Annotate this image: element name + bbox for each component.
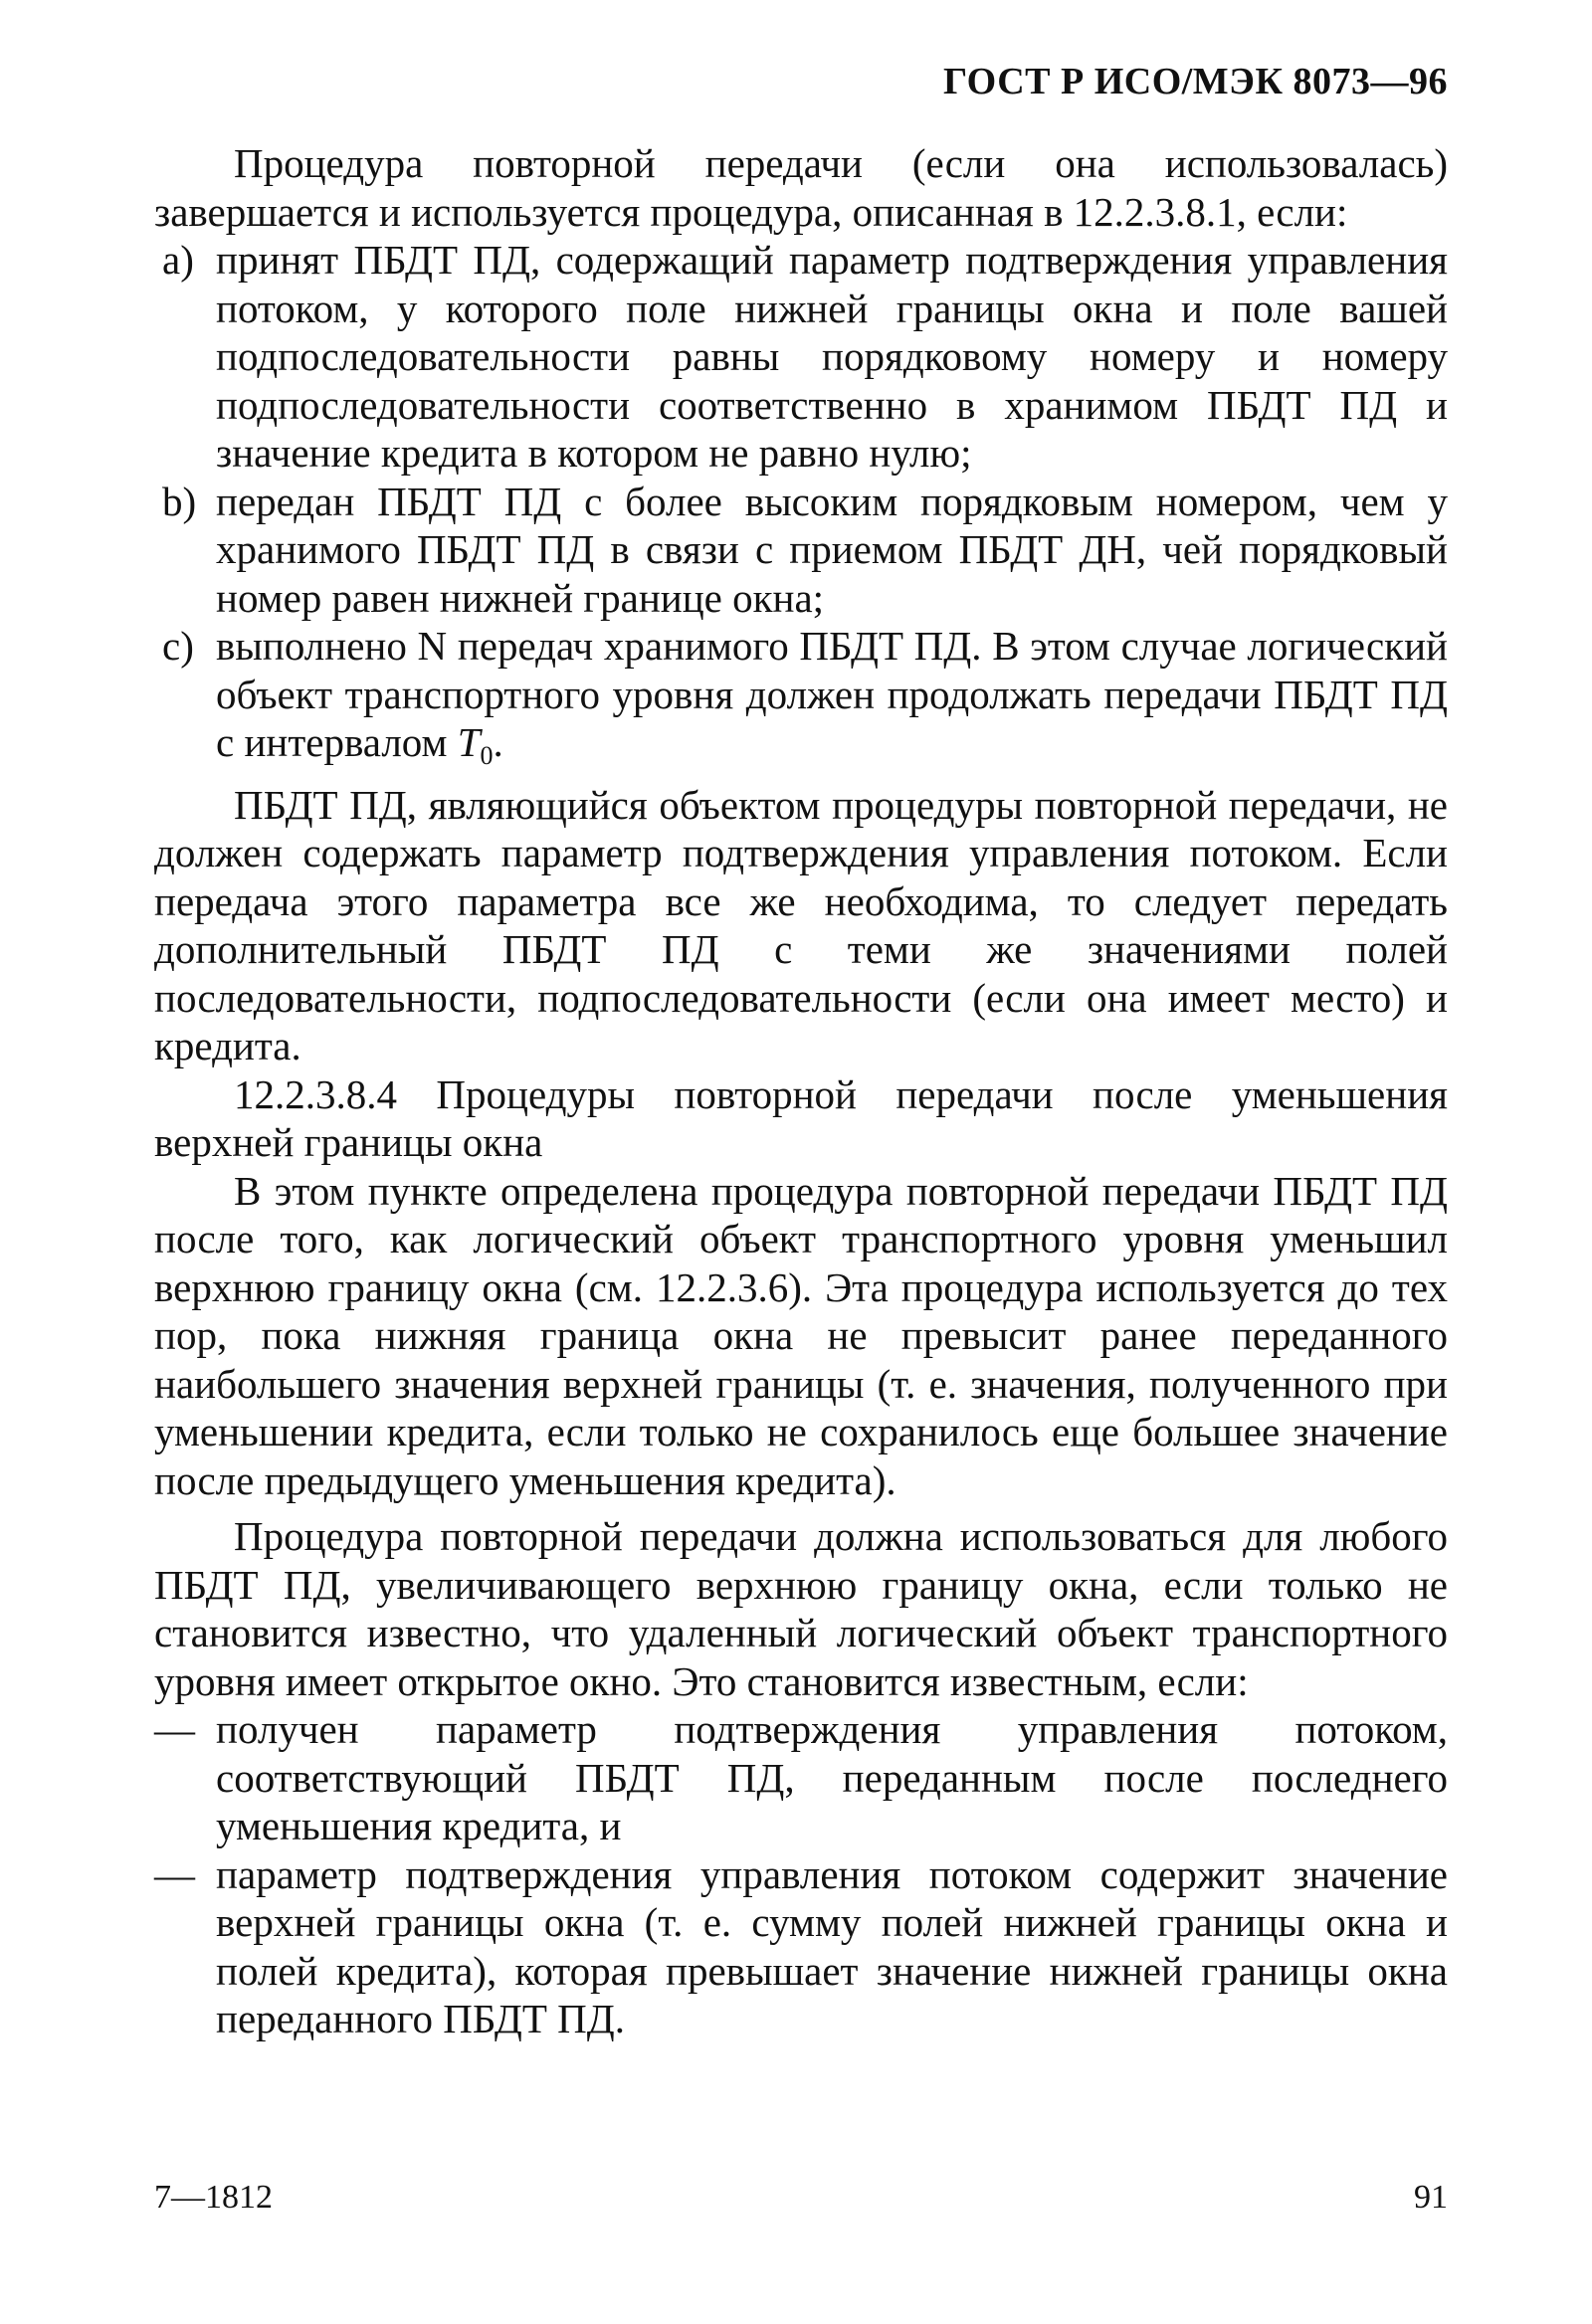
document-body — [154, 139, 1448, 2043]
list-item-c — [154, 622, 1448, 781]
list-item-a — [154, 236, 1448, 478]
page-number: 91 — [1414, 2179, 1448, 2216]
dash-marker: — — [154, 1706, 195, 1752]
dash-item-1 — [154, 1705, 1448, 1850]
dash-item-text: параметр подтверждения управления потоком содержит значение верхней границы окна (т. е. сумму полей нижней границы окна и полей кредита), которая превышает значение нижней границы окна переданного ПБДТ ПД. — [216, 1850, 1448, 2041]
dash-marker: — — [154, 1850, 195, 1897]
dash-item-text: получен параметр подтверждения управления потоком, соответствующий ПБДТ ПД, переданным после последнего уменьшения кредита, и — [216, 1706, 1448, 1848]
document-page — [154, 60, 1448, 2288]
paragraph-3: В этом пункте определена процедура повторной передачи ПБДТ ПД после того, как логический объект транспортного уровня уменьшил верхнюю границу окна (см. 12.2.3.6). Эта процедура используется до тех пор, пока нижняя граница окна не превысит ранее переданного наибольшего значения верхней границы (т. е. значения, полученного при уменьшении кредита, если только не сохранилось еще большее значение после предыдущего уменьшения кредита). — [154, 1167, 1448, 1503]
list-item-text: передан ПБДТ ПД с более высоким порядковым номером, чем у хранимого ПБДТ ПД в связи с приемом ПБДТ ДН, чей порядковый номер равен нижней границе окна; — [216, 478, 1448, 621]
paragraph-4: Процедура повторной передачи должна использоваться для любого ПБДТ ПД, увеличивающего верхнюю границу окна, если только не становится известно, что удаленный логический объект транспортного уровня имеет открытое окно. Это становится известным, если: — [154, 1513, 1448, 1704]
list-item-b — [154, 478, 1448, 623]
list-marker: a) — [162, 237, 194, 283]
footer-code: 7—1812 — [154, 2179, 273, 2216]
document-header: ГОСТ Р ИСО/МЭК 8073—96 — [942, 61, 1448, 102]
section-heading: 12.2.3.8.4 Процедуры повторной передачи после уменьшения верхней границы окна — [154, 1070, 1448, 1165]
list-marker: b) — [162, 478, 197, 524]
list-item-tail: . — [493, 719, 503, 765]
list-item-text: принят ПБДТ ПД, содержащий параметр подтверждения управления потоком, у которого поле нижней границы окна и поле вашей подпоследовательности равны порядковому номеру и номеру подпоследовательности соответственно в хранимом ПБДТ ПД и значение кредита в котором не равно нулю; — [216, 237, 1448, 476]
paragraph-2: ПБДТ ПД, являющийся объектом процедуры повторной передачи, не должен содержать параметр подтверждения управления потоком. Если передача этого параметра все же необходима, то следует передать дополнительный ПБДТ ПД с теми же значениями полей последовательности, подпоследовательности (если она имеет место) и кредита. — [154, 781, 1448, 1068]
list-marker: c) — [162, 623, 194, 669]
paragraph-1: Процедура повторной передачи (если она использовалась) завершается и используется процедура, описанная в 12.2.3.8.1, если: — [154, 140, 1448, 235]
interval-symbol: T — [457, 719, 481, 765]
list-item-text: выполнено N передач хранимого ПБДТ ПД. В этом случае логический объект транспортного уровня должен продолжать передачи ПБДТ ПД с интервалом — [216, 623, 1448, 765]
interval-subscript: 0 — [480, 741, 494, 770]
dash-item-2 — [154, 1850, 1448, 2043]
